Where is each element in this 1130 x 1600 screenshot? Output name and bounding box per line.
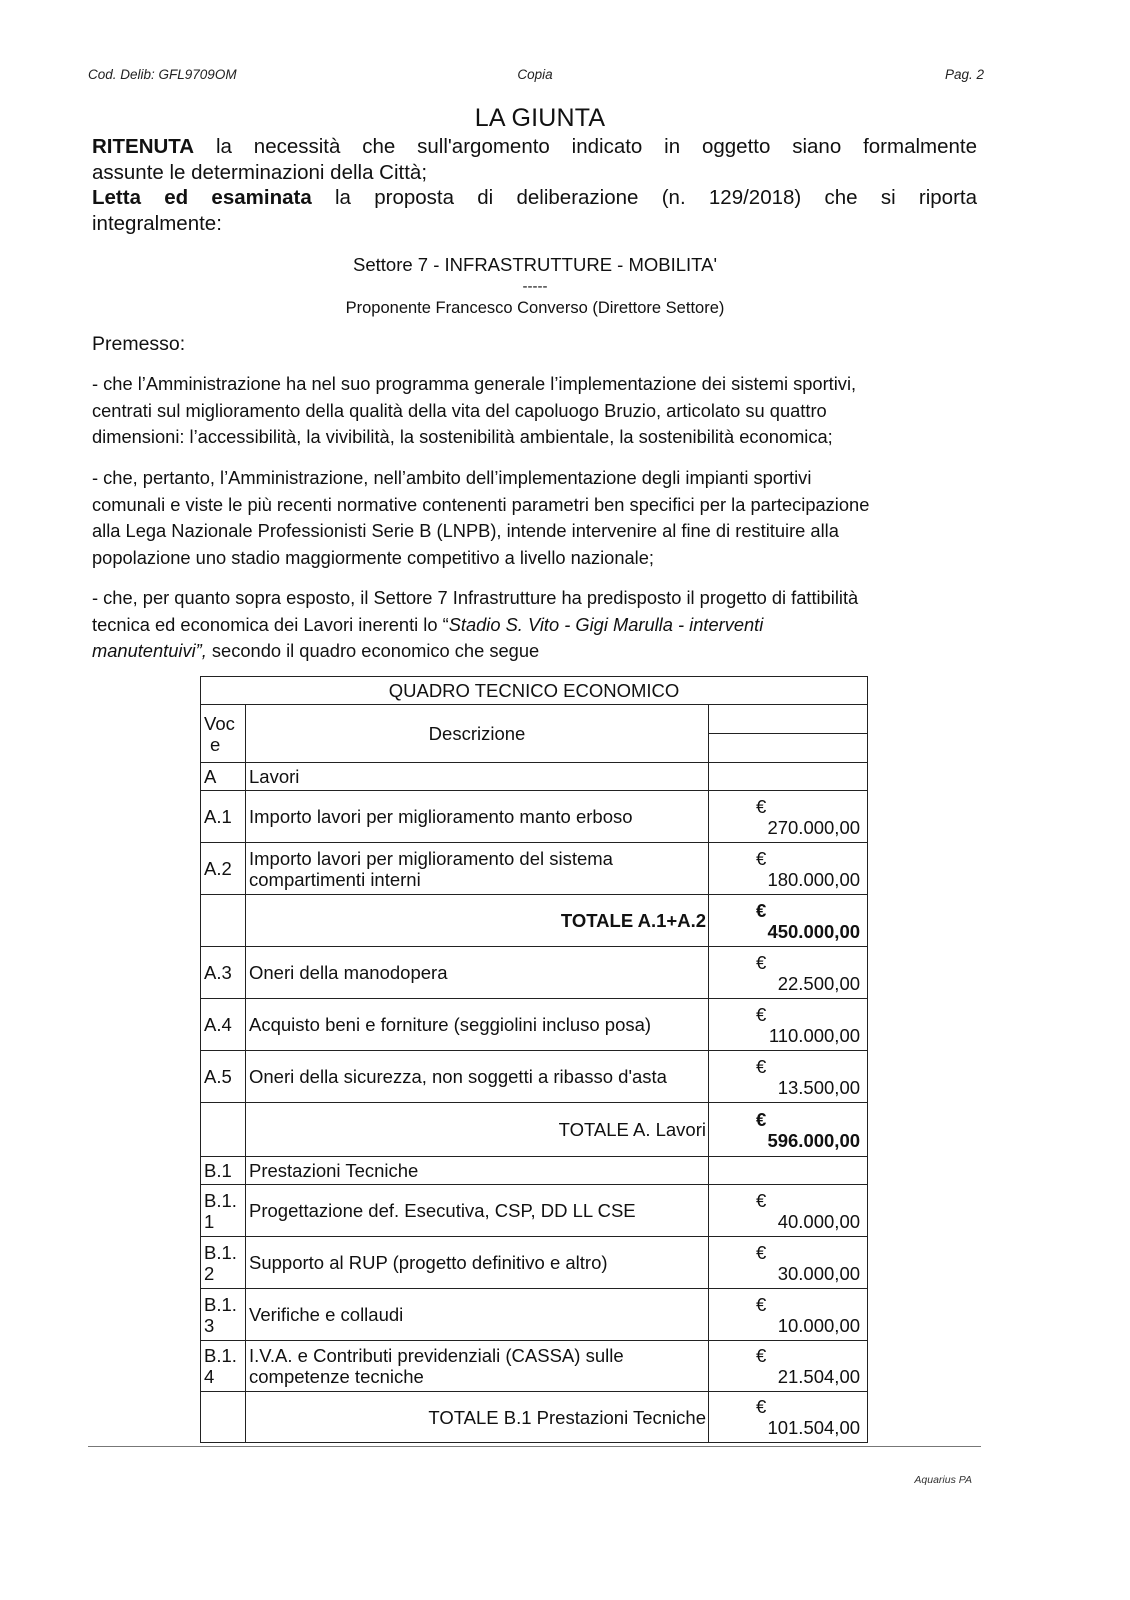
table-row: A.2 Importo lavori per miglioramento del sistema compartimenti interni € 180.000,00 bbox=[201, 843, 868, 895]
quadro-tecnico-economico-table bbox=[200, 676, 868, 1443]
copy-label: Copia bbox=[517, 67, 553, 82]
table-title-row bbox=[201, 677, 868, 705]
table-title: QUADRO TECNICO ECONOMICO bbox=[201, 677, 868, 705]
table-row-total: TOTALE A. Lavori € 596.000,00 bbox=[201, 1103, 868, 1157]
page-number: Pag. 2 bbox=[944, 67, 984, 82]
euro-symbol: € bbox=[756, 1241, 767, 1263]
premessa-paragraph-3: - che, per quanto sopra esposto, il Settore 7 Infrastrutture ha predisposto il progetto di fattibilità tecnica ed economica dei Lavori inerenti lo “Stadio S. Vito - Gigi Marulla - interventi manutentuivi”, secondo il quadro economico che segue bbox=[92, 587, 859, 661]
table-row: B.1. 1 Progettazione def. Esecutiva, CSP, DD LL CSE € 40.000,00 bbox=[201, 1185, 868, 1237]
table-row-total: TOTALE B.1 Prestazioni Tecniche € 101.504,00 bbox=[201, 1392, 868, 1443]
euro-symbol: € bbox=[756, 899, 767, 921]
euro-symbol: € bbox=[756, 1003, 767, 1025]
header-descrizione: Descrizione bbox=[246, 705, 709, 763]
footer-brand: Aquarius PA bbox=[914, 1474, 972, 1486]
euro-symbol: € bbox=[756, 951, 767, 973]
table-row: B.1. 4 I.V.A. e Contributi previdenziali (CASSA) sulle competenze tecniche € 21.504,00 bbox=[201, 1341, 868, 1392]
header-amount-top bbox=[709, 705, 868, 734]
euro-symbol: € bbox=[756, 1345, 767, 1366]
separator-line: ----- bbox=[522, 278, 548, 295]
premesso-label: Premesso: bbox=[92, 333, 186, 355]
table-row: B.1. 3 Verifiche e collaudi € 10.000,00 bbox=[201, 1289, 868, 1341]
table-row: A Lavori bbox=[201, 763, 868, 791]
euro-symbol: € bbox=[756, 1293, 767, 1315]
proponent-line: Proponente Francesco Converso (Direttore Settore) bbox=[345, 299, 725, 317]
table-row-total: TOTALE A.1+A.2 € 450.000,00 bbox=[201, 895, 868, 947]
table-row: A.5 Oneri della sicurezza, non soggetti a ribasso d'asta € 13.500,00 bbox=[201, 1051, 868, 1103]
euro-symbol: € bbox=[756, 1396, 767, 1417]
euro-symbol: € bbox=[756, 847, 767, 869]
letta-line-2: integralmente: bbox=[92, 212, 222, 235]
page-title: LA GIUNTA bbox=[474, 104, 606, 132]
header-amount-bottom bbox=[709, 734, 868, 763]
euro-symbol: € bbox=[756, 1055, 767, 1077]
table-row: A.4 Acquisto beni e forniture (seggiolini incluso posa) € 110.000,00 bbox=[201, 999, 868, 1051]
delib-code: Cod. Delib: GFL9709OM bbox=[88, 67, 237, 82]
footer-divider bbox=[88, 1446, 981, 1447]
euro-symbol: € bbox=[756, 1189, 767, 1211]
project-title: Stadio S. Vito - Gigi Marulla - interventi bbox=[448, 613, 764, 635]
ritenuta-bold: RITENUTA bbox=[92, 135, 195, 158]
letta-line-1: Letta ed esaminata la proposta di deliberazione (n. 129/2018) che si riporta bbox=[92, 186, 977, 209]
table-header-row bbox=[201, 705, 868, 734]
ritenuta-line-1: RITENUTA la necessità che sull'argomento indicato in oggetto siano formalmente bbox=[92, 135, 977, 158]
table-row: A.1 Importo lavori per miglioramento manto erboso € 270.000,00 bbox=[201, 791, 868, 843]
euro-symbol: € bbox=[756, 1108, 767, 1130]
ritenuta-line-2: assunte le determinazioni della Città; bbox=[92, 161, 428, 184]
table-row: A.3 Oneri della manodopera € 22.500,00 bbox=[201, 947, 868, 999]
premessa-paragraph-1: - che l’Amministrazione ha nel suo programma generale l’implementazione dei sistemi sportivi, centrati sul miglioramento della qualità della vita del capoluogo Bruzio, articolato su quattro dimensioni: l’accessibilità, la vivibilità, la sostenibilità ambientale, la sostenibilità economica; bbox=[92, 373, 857, 447]
letta-bold: Letta ed esaminata bbox=[92, 186, 312, 209]
header-voce: Voc e bbox=[201, 705, 246, 763]
premessa-paragraph-2: - che, pertanto, l’Amministrazione, nell’ambito dell’implementazione degli impianti sportivi comunali e viste le più recenti normative contenenti parametri ben specifici per la partecipazione alla Lega Nazionale Professionisti Serie B (LNPB), intende intervenire al fine di restituire alla popolazione uno stadio maggiormente competitivo a livello nazionale; bbox=[92, 467, 870, 568]
table-row: B.1 Prestazioni Tecniche bbox=[201, 1157, 868, 1185]
table-row: B.1. 2 Supporto al RUP (progetto definitivo e altro) € 30.000,00 bbox=[201, 1237, 868, 1289]
sector-line: Settore 7 - INFRASTRUTTURE - MOBILITA' bbox=[353, 254, 717, 275]
euro-symbol: € bbox=[756, 795, 767, 817]
